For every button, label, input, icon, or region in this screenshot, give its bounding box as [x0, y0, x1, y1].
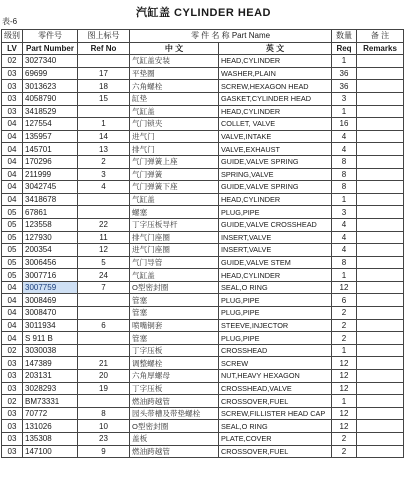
cell-qty: 12 [332, 357, 357, 370]
cell-part-number[interactable]: 3008469 [23, 294, 78, 307]
cell-level: 03 [2, 407, 23, 420]
cell-remarks [357, 206, 404, 219]
header-part-no: 零件号 [23, 30, 78, 43]
cell-remarks [357, 55, 404, 68]
header-english: 英 文 [219, 42, 332, 55]
cell-name-cn: 气缸盖安装 [130, 55, 219, 68]
header-part-number: Part Number [23, 42, 78, 55]
table-row [2, 55, 404, 68]
table-row [2, 332, 404, 345]
cell-level: 04 [2, 307, 23, 320]
cell-qty: 2 [332, 332, 357, 345]
cell-ref-no: 6 [78, 319, 130, 332]
cell-name-en: HEAD,CYLINDER [219, 269, 332, 282]
cell-level: 03 [2, 445, 23, 458]
cell-part-number[interactable]: BM73331 [23, 395, 78, 408]
table-row [2, 130, 404, 143]
cell-name-cn: 气缸盖 [130, 193, 219, 206]
cell-remarks [357, 143, 404, 156]
cell-remarks [357, 155, 404, 168]
cell-name-en: PLUG,PIPE [219, 294, 332, 307]
cell-name-en: NUT,HEAVY HEXAGON [219, 370, 332, 383]
cell-qty: 1 [332, 344, 357, 357]
cell-name-cn: 燃油跨越管 [130, 395, 219, 408]
cell-level: 03 [2, 357, 23, 370]
cell-part-number[interactable]: 3006456 [23, 256, 78, 269]
table-row [2, 105, 404, 118]
cell-ref-no [78, 55, 130, 68]
table-row [2, 382, 404, 395]
cell-qty: 1 [332, 193, 357, 206]
header-req: Req [332, 42, 357, 55]
cell-remarks [357, 281, 404, 294]
header-ref: 图上标号 [78, 30, 130, 43]
header-row-cn [2, 30, 404, 43]
cell-ref-no: 24 [78, 269, 130, 282]
cell-qty: 8 [332, 155, 357, 168]
cell-level: 05 [2, 231, 23, 244]
cell-name-en: GUIDE,VALVE STEM [219, 256, 332, 269]
cell-ref-no [78, 395, 130, 408]
page-title: 汽缸盖 CYLINDER HEAD [135, 7, 271, 19]
table-row [2, 118, 404, 131]
cell-part-number[interactable]: 3008470 [23, 307, 78, 320]
cell-name-cn: 螺塞 [130, 206, 219, 219]
header-qty: 数量 [332, 30, 357, 43]
cell-remarks [357, 332, 404, 345]
cell-ref-no [78, 294, 130, 307]
cell-part-number[interactable]: 145701 [23, 143, 78, 156]
cell-name-en: SEAL,O RING [219, 281, 332, 294]
table-number: 表-6 [2, 17, 18, 26]
table-row [2, 231, 404, 244]
cell-level: 03 [2, 92, 23, 105]
cell-name-cn: 排气门座圈 [130, 231, 219, 244]
table-row [2, 420, 404, 433]
cell-name-cn: 园头带槽及带垫螺栓 [130, 407, 219, 420]
table-row [2, 307, 404, 320]
cell-name-en: PLATE,COVER [219, 433, 332, 446]
cell-part-number[interactable]: 3013623 [23, 80, 78, 93]
cell-level: 05 [2, 256, 23, 269]
cell-name-en: GUIDE,VALVE SPRING [219, 155, 332, 168]
cell-qty: 4 [332, 231, 357, 244]
cell-name-en: PLUG,PIPE [219, 206, 332, 219]
cell-level: 04 [2, 130, 23, 143]
cell-remarks [357, 307, 404, 320]
cell-part-number[interactable]: 203131 [23, 370, 78, 383]
parts-table [1, 29, 404, 458]
cell-part-number[interactable]: 3007716 [23, 269, 78, 282]
cell-level: 04 [2, 319, 23, 332]
cell-level: 05 [2, 244, 23, 257]
cell-remarks [357, 420, 404, 433]
cell-qty: 12 [332, 407, 357, 420]
cell-name-en: SEAL,O RING [219, 420, 332, 433]
cell-name-en: CROSSHEAD [219, 344, 332, 357]
cell-qty: 4 [332, 244, 357, 257]
cell-ref-no: 18 [78, 80, 130, 93]
cell-name-en: VALVE,EXHAUST [219, 143, 332, 156]
cell-level: 03 [2, 105, 23, 118]
cell-qty: 2 [332, 445, 357, 458]
table-row [2, 407, 404, 420]
cell-ref-no: 11 [78, 231, 130, 244]
cell-remarks [357, 357, 404, 370]
table-row [2, 193, 404, 206]
table-row [2, 256, 404, 269]
cell-ref-no: 4 [78, 181, 130, 194]
cell-name-cn: 气门弹簧下座 [130, 181, 219, 194]
cell-level: 03 [2, 80, 23, 93]
cell-ref-no [78, 332, 130, 345]
cell-remarks [357, 218, 404, 231]
cell-name-en: HEAD,CYLINDER [219, 193, 332, 206]
cell-name-en: HEAD,CYLINDER [219, 105, 332, 118]
cell-name-cn: O型密封圈 [130, 420, 219, 433]
header-remarks: 备 注 [357, 30, 404, 43]
cell-ref-no: 12 [78, 244, 130, 257]
cell-qty: 2 [332, 319, 357, 332]
cell-remarks [357, 269, 404, 282]
cell-part-number[interactable]: 3042745 [23, 181, 78, 194]
cell-remarks [357, 130, 404, 143]
header-lv: LV [2, 42, 23, 55]
cell-name-cn: 管塞 [130, 307, 219, 320]
cell-name-en: CROSSHEAD,VALVE [219, 382, 332, 395]
cell-level: 05 [2, 218, 23, 231]
cell-ref-no [78, 193, 130, 206]
cell-name-cn: 气缸盖 [130, 105, 219, 118]
cell-name-en: WASHER,PLAIN [219, 67, 332, 80]
cell-name-en: HEAD,CYLINDER [219, 55, 332, 68]
cell-part-number[interactable]: 211999 [23, 168, 78, 181]
cell-name-cn: 盖板 [130, 433, 219, 446]
table-row [2, 281, 404, 294]
cell-name-cn: 六角厚螺母 [130, 370, 219, 383]
cell-remarks [357, 193, 404, 206]
cell-remarks [357, 244, 404, 257]
cell-level: 02 [2, 344, 23, 357]
cell-name-en: VALVE,INTAKE [219, 130, 332, 143]
cell-name-cn: 气门锁夹 [130, 118, 219, 131]
cell-qty: 3 [332, 92, 357, 105]
cell-level: 05 [2, 269, 23, 282]
cell-qty: 8 [332, 181, 357, 194]
cell-level: 03 [2, 420, 23, 433]
cell-part-number[interactable]: S 911 B [23, 332, 78, 345]
cell-level: 04 [2, 155, 23, 168]
cell-qty: 6 [332, 294, 357, 307]
cell-part-number[interactable]: 200354 [23, 244, 78, 257]
cell-remarks [357, 344, 404, 357]
cell-level: 04 [2, 294, 23, 307]
cell-name-en: GUIDE,VALVE SPRING [219, 181, 332, 194]
cell-qty: 3 [332, 206, 357, 219]
cell-remarks [357, 433, 404, 446]
table-row [2, 269, 404, 282]
cell-part-number[interactable]: 147389 [23, 357, 78, 370]
cell-remarks [357, 80, 404, 93]
cell-remarks [357, 92, 404, 105]
table-row [2, 67, 404, 80]
cell-ref-no: 5 [78, 256, 130, 269]
table-row [2, 433, 404, 446]
cell-qty: 16 [332, 118, 357, 131]
cell-name-en: SCREW [219, 357, 332, 370]
cell-part-number[interactable]: 127930 [23, 231, 78, 244]
cell-name-en: SCREW,FILLISTER HEAD CAP [219, 407, 332, 420]
cell-part-number[interactable]: 3027340 [23, 55, 78, 68]
cell-name-cn: 排气门 [130, 143, 219, 156]
cell-ref-no: 15 [78, 92, 130, 105]
cell-qty: 8 [332, 256, 357, 269]
cell-ref-no [78, 105, 130, 118]
cell-name-cn: 气门导管 [130, 256, 219, 269]
cell-part-number[interactable]: 3011934 [23, 319, 78, 332]
cell-ref-no [78, 344, 130, 357]
cell-part-number[interactable]: 170296 [23, 155, 78, 168]
cell-remarks [357, 118, 404, 131]
cell-part-number[interactable]: 147100 [23, 445, 78, 458]
cell-level: 03 [2, 382, 23, 395]
table-row [2, 92, 404, 105]
cell-qty: 12 [332, 420, 357, 433]
cell-level: 02 [2, 395, 23, 408]
cell-part-number[interactable]: 135308 [23, 433, 78, 446]
cell-qty: 12 [332, 382, 357, 395]
cell-name-cn: 平垫圈 [130, 67, 219, 80]
cell-remarks [357, 256, 404, 269]
table-row [2, 143, 404, 156]
cell-qty: 1 [332, 395, 357, 408]
cell-level: 04 [2, 181, 23, 194]
cell-level: 05 [2, 206, 23, 219]
cell-qty: 1 [332, 105, 357, 118]
table-row [2, 155, 404, 168]
table-row [2, 244, 404, 257]
cell-ref-no [78, 307, 130, 320]
cell-name-en: GUIDE,VALVE CROSSHEAD [219, 218, 332, 231]
cell-part-number[interactable]: 69699 [23, 67, 78, 80]
cell-name-en: CROSSOVER,FUEL [219, 445, 332, 458]
cell-name-en: STEEVE,INJECTOR [219, 319, 332, 332]
cell-part-number[interactable]: 67861 [23, 206, 78, 219]
cell-qty: 4 [332, 218, 357, 231]
cell-qty: 12 [332, 281, 357, 294]
cell-level: 03 [2, 370, 23, 383]
cell-remarks [357, 445, 404, 458]
cell-remarks [357, 407, 404, 420]
cell-qty: 2 [332, 433, 357, 446]
cell-ref-no: 7 [78, 281, 130, 294]
cell-remarks [357, 294, 404, 307]
cell-name-cn: 管塞 [130, 294, 219, 307]
cell-name-en: SCREW,HEXAGON HEAD [219, 80, 332, 93]
cell-level: 04 [2, 281, 23, 294]
cell-name-en: PLUG,PIPE [219, 307, 332, 320]
cell-part-number[interactable]: 131026 [23, 420, 78, 433]
cell-qty: 36 [332, 67, 357, 80]
cell-name-en: PLUG,PIPE [219, 332, 332, 345]
cell-name-cn: 丁字压板 [130, 382, 219, 395]
cell-ref-no: 22 [78, 218, 130, 231]
table-row [2, 370, 404, 383]
cell-ref-no: 17 [78, 67, 130, 80]
cell-remarks [357, 382, 404, 395]
cell-ref-no [78, 206, 130, 219]
cell-remarks [357, 181, 404, 194]
cell-level: 04 [2, 332, 23, 345]
cell-name-en: INSERT,VALVE [219, 244, 332, 257]
cell-name-en: CROSSOVER,FUEL [219, 395, 332, 408]
cell-ref-no: 9 [78, 445, 130, 458]
cell-qty: 4 [332, 143, 357, 156]
cell-ref-no: 23 [78, 433, 130, 446]
cell-level: 04 [2, 168, 23, 181]
cell-qty: 12 [332, 370, 357, 383]
table-row [2, 319, 404, 332]
cell-name-en: COLLET, VALVE [219, 118, 332, 131]
header-row-en [2, 42, 404, 55]
header-chinese: 中 文 [130, 42, 219, 55]
cell-name-cn: 进气门座圈 [130, 244, 219, 257]
cell-ref-no: 21 [78, 357, 130, 370]
cell-qty: 2 [332, 307, 357, 320]
cell-qty: 1 [332, 55, 357, 68]
cell-name-cn: 进气门 [130, 130, 219, 143]
cell-level: 04 [2, 118, 23, 131]
cell-part-number[interactable]: 70772 [23, 407, 78, 420]
cell-qty: 1 [332, 269, 357, 282]
cell-part-number[interactable]: 135957 [23, 130, 78, 143]
cell-name-cn: 气缸盖 [130, 269, 219, 282]
cell-remarks [357, 395, 404, 408]
cell-qty: 8 [332, 168, 357, 181]
table-row [2, 206, 404, 219]
cell-remarks [357, 67, 404, 80]
cell-name-cn: 六角螺栓 [130, 80, 219, 93]
table-row [2, 357, 404, 370]
table-row [2, 181, 404, 194]
cell-name-cn: O型密封圈 [130, 281, 219, 294]
cell-name-en: INSERT,VALVE [219, 231, 332, 244]
table-row [2, 80, 404, 93]
cell-part-number[interactable]: 123558 [23, 218, 78, 231]
cell-ref-no: 3 [78, 168, 130, 181]
cell-part-number[interactable]: 4058790 [23, 92, 78, 105]
cell-qty: 4 [332, 130, 357, 143]
cell-ref-no: 1 [78, 118, 130, 131]
table-row [2, 218, 404, 231]
cell-name-cn: 丁字压板 [130, 344, 219, 357]
cell-name-en: GASKET,CYLINDER HEAD [219, 92, 332, 105]
cell-ref-no: 14 [78, 130, 130, 143]
header-level: 级别 [2, 30, 23, 43]
cell-part-number[interactable]: 3007759 [23, 281, 78, 294]
cell-part-number[interactable]: 3028293 [23, 382, 78, 395]
cell-ref-no: 2 [78, 155, 130, 168]
cell-remarks [357, 168, 404, 181]
header-part-name: 零 件 名 称 Part Name [130, 30, 332, 43]
cell-name-cn: 气门弹簧 [130, 168, 219, 181]
cell-level: 02 [2, 55, 23, 68]
cell-name-cn: 燃油跨越管 [130, 445, 219, 458]
header-ref-no: Ref No [78, 42, 130, 55]
cell-remarks [357, 231, 404, 244]
cell-ref-no: 13 [78, 143, 130, 156]
cell-name-cn: 管塞 [130, 332, 219, 345]
table-row [2, 168, 404, 181]
cell-name-cn: 气门弹簧上座 [130, 155, 219, 168]
table-row [2, 294, 404, 307]
cell-ref-no: 10 [78, 420, 130, 433]
cell-part-number[interactable]: 3418529 [23, 105, 78, 118]
cell-ref-no: 20 [78, 370, 130, 383]
cell-part-number[interactable]: 127554 [23, 118, 78, 131]
cell-remarks [357, 105, 404, 118]
cell-name-cn: 调整螺栓 [130, 357, 219, 370]
cell-name-cn: 缸垫 [130, 92, 219, 105]
cell-ref-no: 8 [78, 407, 130, 420]
cell-name-en: SPRING,VALVE [219, 168, 332, 181]
cell-ref-no: 19 [78, 382, 130, 395]
cell-remarks [357, 319, 404, 332]
header-remarks-en: Remarks [357, 42, 404, 55]
cell-name-cn: 喷嘴铜套 [130, 319, 219, 332]
table-row [2, 445, 404, 458]
cell-level: 04 [2, 193, 23, 206]
cell-level: 03 [2, 433, 23, 446]
cell-level: 03 [2, 67, 23, 80]
cell-remarks [357, 370, 404, 383]
cell-level: 04 [2, 143, 23, 156]
cell-part-number[interactable]: 3030038 [23, 344, 78, 357]
cell-name-cn: 丁字压板导杆 [130, 218, 219, 231]
cell-part-number[interactable]: 3418678 [23, 193, 78, 206]
table-row [2, 344, 404, 357]
table-row [2, 395, 404, 408]
cell-qty: 36 [332, 80, 357, 93]
